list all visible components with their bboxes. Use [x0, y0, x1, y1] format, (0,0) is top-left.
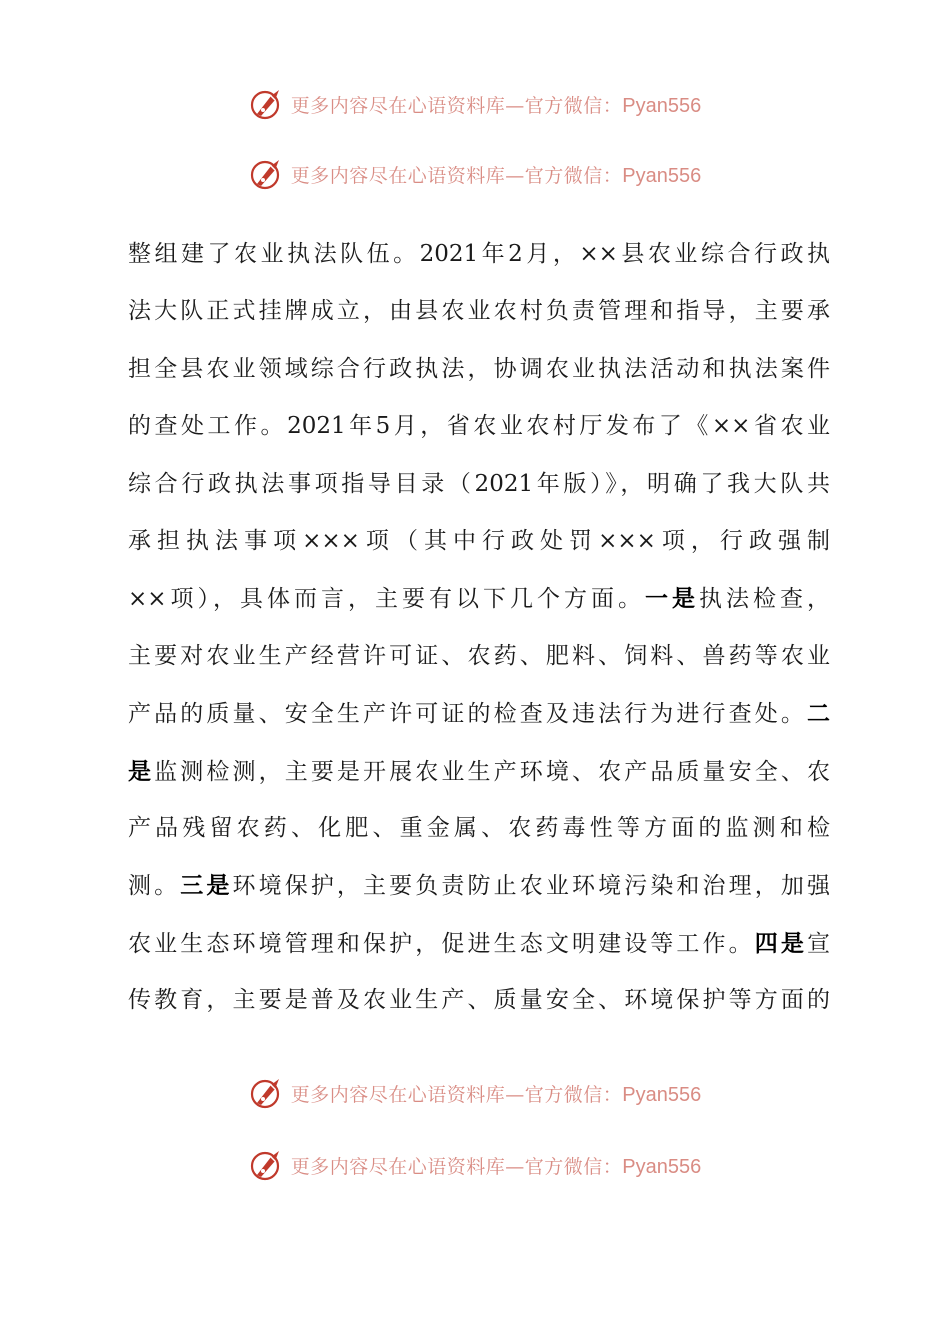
text-segment: 监测检测，主要是开展农业生产环境、农产品质量安全、农: [154, 758, 830, 785]
watermark-bottom-1: [0, 1073, 950, 1113]
text-line: [128, 283, 830, 340]
pen-nib-logo-icon: [249, 156, 285, 192]
text-segment: 综合行政执法事项指导目录（2021年版）》，明确了我大队共: [128, 470, 830, 497]
text-segment: 主要对农业生产经营许可证、农药、肥料、饲料、兽药等农业: [128, 642, 830, 669]
text-segment: 整组建了农业执法队伍。2021年2月，××县农业综合行政执: [128, 241, 830, 267]
watermark-top-1: [0, 84, 950, 124]
bold-keyword: 一是: [645, 585, 700, 613]
watermark-text: 更多内容尽在心语资料库—官方微信：Pyan556: [290, 1083, 702, 1106]
text-segment: 担全县农业领域综合行政执法，协调农业执法活动和执法案件: [128, 355, 830, 382]
text-segment: 传教育，主要是普及农业生产、质量安全、环境保护等方面的: [128, 987, 830, 1014]
pen-nib-logo-icon: [249, 1075, 285, 1111]
watermark-text: 更多内容尽在心语资料库—官方微信：Pyan556: [290, 94, 702, 117]
text-segment: 产品的质量、安全生产许可证的检查及违法行为进行查处。: [128, 701, 807, 728]
pen-nib-logo-icon: [249, 86, 285, 122]
text-line: [128, 226, 830, 283]
text-segment: 的查处工作。2021年5月，省农业农村厅发布了《××省农业: [128, 413, 830, 440]
text-segment: 环境保护，主要负责防止农业环境污染和治理，加强: [232, 873, 830, 900]
watermark-text: 更多内容尽在心语资料库—官方微信：Pyan556: [290, 164, 702, 187]
text-line: [128, 513, 830, 570]
text-line: [128, 800, 830, 857]
text-line: [128, 341, 830, 398]
text-line: [128, 915, 830, 972]
watermark-text: 更多内容尽在心语资料库—官方微信：Pyan556: [290, 1155, 702, 1178]
text-line: [128, 456, 830, 513]
bold-keyword: 二: [807, 700, 830, 728]
watermark-top-2: [0, 154, 950, 194]
text-line: [128, 628, 830, 685]
text-segment: 测。: [128, 873, 181, 900]
text-segment: 宣: [807, 930, 830, 957]
bold-keyword: 是: [128, 757, 155, 785]
text-segment: 承担执法事项×××项（其中行政处罚×××项，行政强制: [128, 527, 830, 554]
text-segment: 农业生态环境管理和保护，促进生态文明建设等工作。: [128, 930, 755, 957]
bold-keyword: 三是: [180, 872, 233, 900]
text-line: [128, 398, 830, 455]
text-line: [128, 570, 830, 627]
text-line: [128, 685, 830, 742]
text-segment: ××项），具体而言，主要有以下几个方面。: [128, 586, 646, 613]
bold-keyword: 四是: [754, 929, 808, 957]
watermark-bottom-2: [0, 1145, 950, 1185]
text-segment: 产品残留农药、化肥、重金属、农药毒性等方面的监测和检: [128, 814, 830, 841]
pen-nib-logo-icon: [249, 1147, 285, 1183]
text-line: [128, 972, 830, 1029]
text-line: [128, 743, 830, 800]
text-line: [128, 857, 830, 914]
text-segment: 法大队正式挂牌成立，由县农业农村负责管理和指导，主要承: [128, 298, 830, 325]
text-segment: 执法检查，: [699, 586, 830, 613]
document-body: [128, 226, 830, 1029]
